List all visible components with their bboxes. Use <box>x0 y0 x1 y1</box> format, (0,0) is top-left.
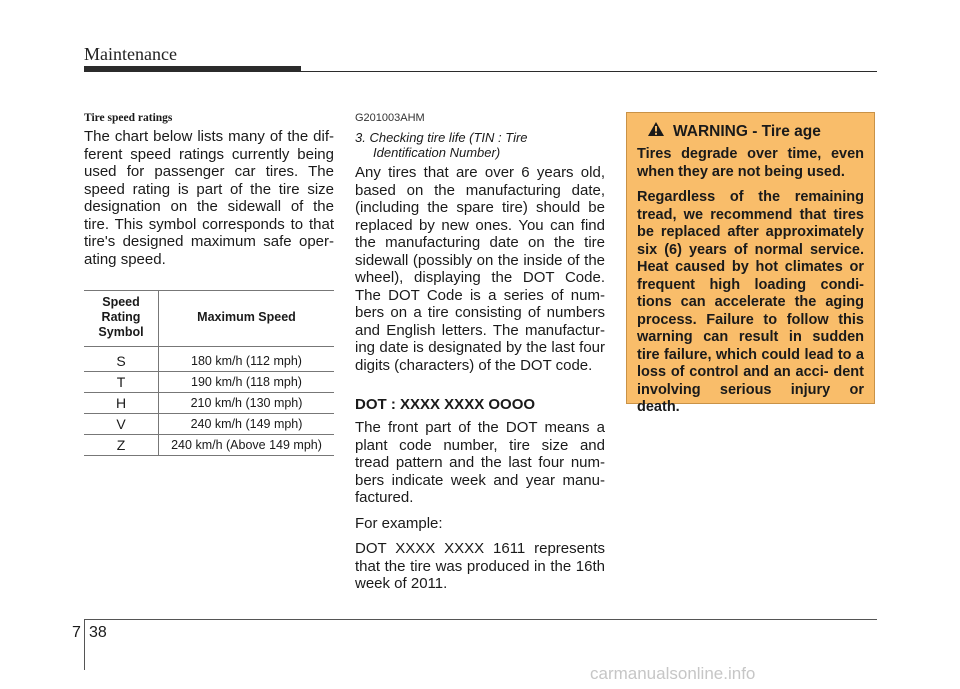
watermark-text: carmanualsonline.info <box>590 664 756 683</box>
dot-code-heading: DOT : XXXX XXXX OOOO <box>355 396 536 413</box>
header-rule <box>301 71 877 72</box>
header-bar <box>84 66 301 72</box>
warning-box <box>626 112 875 415</box>
warning-title-row <box>637 121 864 142</box>
max-speed: 210 km/h (130 mph) <box>159 393 335 414</box>
example-paragraph: DOT XXXX XXXX 1611 represents that the tire was produced in the 16th week of 2011. <box>355 540 605 592</box>
dot-explanation-paragraph: The front part of the DOT means a plant code number, tire size and tread pattern and the last four num- bers indicate week and year manu- factured. <box>355 419 605 506</box>
symbol-column-header: Speed Rating Symbol <box>84 291 159 347</box>
page-number: 38 <box>89 624 107 641</box>
middle-column <box>355 112 605 593</box>
speed-symbol: T <box>84 372 159 393</box>
warning-triangle-icon <box>647 121 665 142</box>
footer-divider <box>84 620 85 670</box>
table-row <box>84 414 334 435</box>
subsection-heading-line1: 3. Checking tire life (TIN : Tire <box>355 130 528 145</box>
section-number: 7 <box>72 624 81 641</box>
speed-column-header: Maximum Speed <box>159 291 335 347</box>
speed-symbol: V <box>84 414 159 435</box>
page-header-title: Maintenance <box>84 44 177 64</box>
max-speed: 240 km/h (Above 149 mph) <box>159 435 335 456</box>
table-header-row <box>84 291 334 347</box>
warning-text-1: Tires degrade over time, even when they are not being used. <box>637 146 864 180</box>
table-row <box>84 372 334 393</box>
speed-symbol: S <box>84 347 159 372</box>
subsection-heading <box>355 130 605 160</box>
document-code: G201003AHM <box>355 112 425 124</box>
tin-paragraph: Any tires that are over 6 years old, based on the manufacturing date, (including the spare tire) should be replaced by new ones. You can find the manufacturing date on the tire sidewall (possibly on the inside of the wheel), displaying the DOT Code. The DOT Code is a series of num- bers on a tire consisting of numbers and English letters. The manufactur- ing date is designated by the last four digits (characters) of the DOT code. <box>355 164 605 374</box>
section-heading: Tire speed ratings <box>84 112 173 124</box>
max-speed: 190 km/h (118 mph) <box>159 372 335 393</box>
left-column <box>84 112 334 456</box>
intro-paragraph: The chart below lists many of the dif- ferent speed ratings currently being used for passenger car tires. The speed rating is part of the tire size designation on the sidewall of the tire. This symbol corresponds to that tire's designed maximum safe oper- ating speed. <box>84 128 334 268</box>
speed-symbol: Z <box>84 435 159 456</box>
table-row <box>84 347 334 372</box>
footer-rule <box>84 619 877 620</box>
example-label: For example: <box>355 514 443 532</box>
speed-symbol: H <box>84 393 159 414</box>
max-speed: 240 km/h (149 mph) <box>159 414 335 435</box>
warning-text-2: Regardless of the remaining tread, we recommend that tires be replaced after approximately six (6) years of normal service. Heat caused by hot climates or frequent high loading condi- tions can accelerate the aging process. Failure to follow this warning can result in sudden tire failure, which could lead to a loss of control and an acci- dent involving serious injury or death. <box>637 189 864 415</box>
subsection-heading-line2: Identification Number) <box>373 145 501 160</box>
warning-title: WARNING - Tire age <box>673 122 821 140</box>
max-speed: 180 km/h (112 mph) <box>159 347 335 372</box>
table-row <box>84 435 334 456</box>
table-row <box>84 393 334 414</box>
speed-rating-table <box>84 290 334 456</box>
